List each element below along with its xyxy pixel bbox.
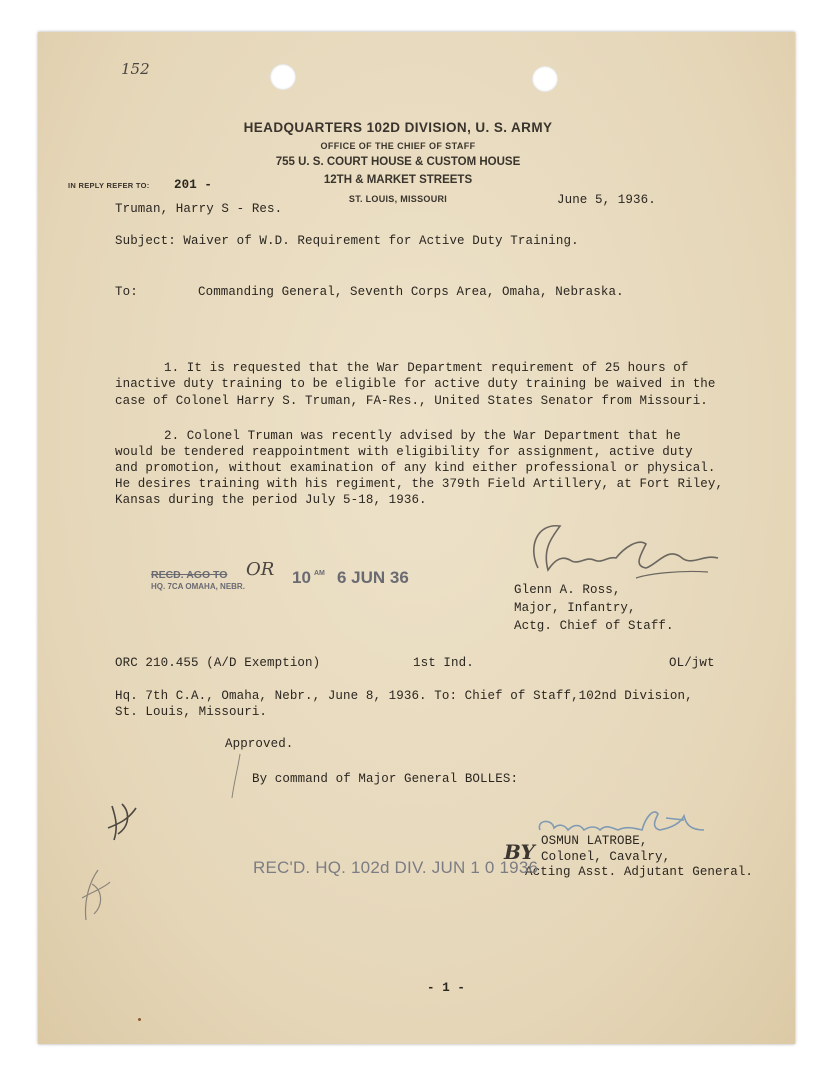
received-stamp-time-suffix: AM — [314, 570, 325, 577]
indorsement-label: 1st Ind. — [413, 656, 474, 670]
re-line: Truman, Harry S - Res. — [115, 202, 283, 216]
punch-hole-right — [532, 66, 558, 92]
paper-speck — [138, 1018, 141, 1021]
indorsement-initials: OL/jwt — [669, 656, 715, 670]
received-stamp-line1: RECD. AGO TO — [151, 569, 228, 581]
signer2-name: OSMUN LATROBE, — [541, 834, 648, 848]
pencil-page-number: 152 — [121, 60, 150, 78]
page-number: - 1 - — [427, 981, 466, 995]
received-stamp-102d-initials: BY — [504, 840, 535, 864]
reply-refer-label: IN REPLY REFER TO: — [68, 181, 150, 190]
signer2-title: Acting Asst. Adjutant General. — [525, 865, 754, 879]
approved-text: Approved. — [225, 737, 294, 751]
received-stamp-date: 6 JUN 36 — [337, 568, 409, 587]
received-stamp-line2: HQ. 7CA OMAHA, NEBR. — [151, 582, 245, 591]
signer2-rank: Colonel, Cavalry, — [541, 850, 671, 864]
letterhead-city: ST. LOUIS, MISSOURI — [348, 194, 448, 204]
indorsement-line2: St. Louis, Missouri. — [115, 705, 268, 719]
para2-line4: He desires training with his regiment, the 379th Field Artillery, at Fort Riley, — [115, 477, 724, 491]
signer1-title: Actg. Chief of Staff. — [514, 619, 674, 633]
pencil-initial-mark — [104, 798, 140, 844]
signer1-name: Glenn A. Ross, — [514, 583, 621, 597]
document-page — [38, 32, 795, 1044]
reply-refer-value: 201 - — [174, 178, 213, 192]
para2-line5: Kansas during the period July 5-18, 1936. — [115, 493, 427, 507]
letterhead-address: 755 U. S. COURT HOUSE & CUSTOM HOUSE — [275, 156, 521, 168]
received-stamp-time: 10 — [292, 568, 311, 587]
para2-line2: would be tendered reappointment with eligibility for assignment, active duty — [115, 445, 693, 459]
letter-date: June 5, 1936. — [557, 193, 656, 207]
para2-line3: and promotion, without examination of any kind either professional or physical. — [115, 461, 716, 475]
letterhead-streets: 12TH & MARKET STREETS — [323, 174, 473, 186]
pencil-initial-mark-lower — [78, 864, 114, 924]
signature-glenn-ross — [508, 518, 738, 588]
pencil-tick-mark — [230, 752, 244, 800]
indorsement-reference: ORC 210.455 (A/D Exemption) — [115, 656, 321, 670]
para2-line1: 2. Colonel Truman was recently advised by the War Department that he — [164, 429, 681, 443]
letterhead-title: HEADQUARTERS 102D DIVISION, U. S. ARMY — [243, 120, 553, 135]
para1-line2: inactive duty training to be eligible for active duty training be waived in the — [115, 377, 716, 391]
letterhead-office: OFFICE OF THE CHIEF OF STAFF — [320, 141, 476, 151]
received-stamp-initials: OR — [246, 559, 275, 580]
para1-line3: case of Colonel Harry S. Truman, FA-Res., United States Senator from Missouri. — [115, 394, 708, 408]
punch-hole-left — [270, 64, 296, 90]
by-command-line: By command of Major General BOLLES: — [252, 772, 519, 786]
signer1-rank: Major, Infantry, — [514, 601, 636, 615]
received-stamp-102d: REC'D. HQ. 102d DIV. JUN 1 0 1936 — [253, 858, 539, 877]
para1-line1: 1. It is requested that the War Department requirement of 25 hours of — [164, 361, 689, 375]
to-label: To: — [115, 285, 138, 299]
indorsement-line1: Hq. 7th C.A., Omaha, Nebr., June 8, 1936. To: Chief of Staff,102nd Division, — [115, 689, 693, 703]
subject-line: Subject: Waiver of W.D. Requirement for Active Duty Training. — [115, 234, 579, 248]
to-value: Commanding General, Seventh Corps Area, Omaha, Nebraska. — [198, 285, 624, 299]
